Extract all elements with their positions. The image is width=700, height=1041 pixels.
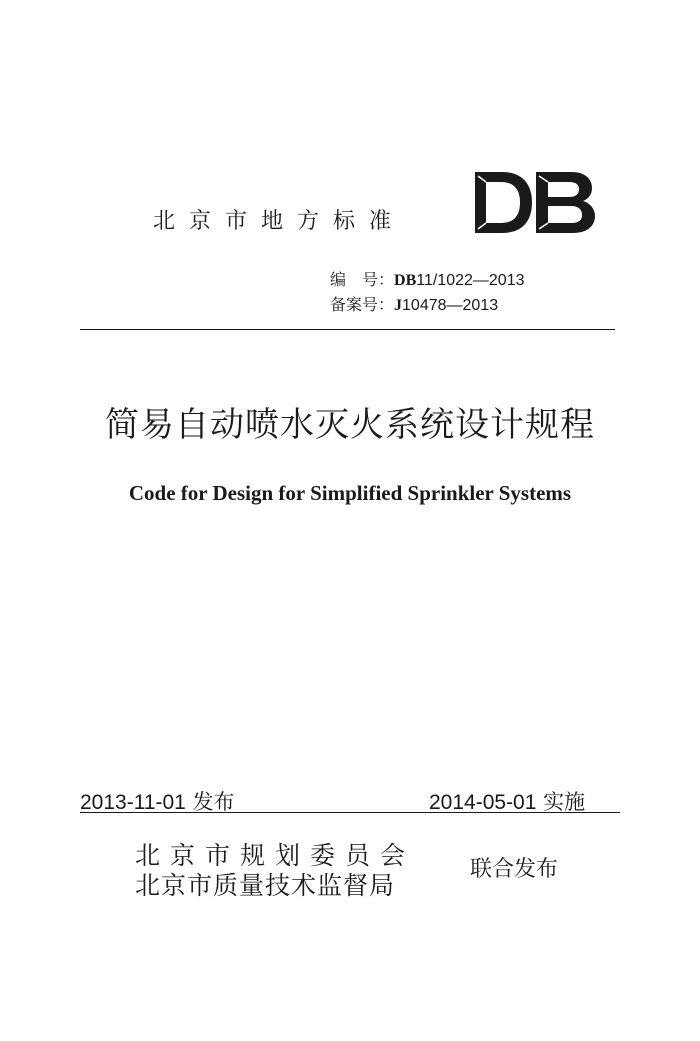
- effective-label: 实施: [543, 790, 586, 814]
- publisher-2: 北京市质量技术监督局: [135, 871, 396, 900]
- document-title-english: Code for Design for Simplified Sprinkler Systems: [128, 481, 572, 505]
- standard-code-label: 编 号：: [330, 270, 395, 289]
- record-number-prefix: J: [394, 297, 403, 314]
- standard-code-prefix: DB: [394, 272, 417, 289]
- document-title-chinese: 简易自动喷水灭火系统设计规程: [105, 405, 595, 445]
- top-divider: [80, 329, 615, 330]
- bottom-divider: [80, 812, 620, 813]
- standard-code-line: [330, 267, 525, 290]
- effective-date: 2014-05-01: [429, 791, 537, 814]
- db-logo: [472, 170, 597, 235]
- joint-issue-label: 联合发布: [470, 857, 559, 882]
- record-number-line: [330, 292, 498, 315]
- record-number-value: 10478—2013: [402, 297, 499, 314]
- issue-label: 发布: [192, 790, 235, 814]
- standard-code-value: 11/1022—2013: [416, 272, 525, 289]
- standard-type-heading: 北京市地方标准: [153, 209, 406, 234]
- publisher-1: 北京市规划委员会: [135, 841, 416, 870]
- record-number-label: 备案号：: [330, 295, 395, 314]
- issue-date: 2013-11-01: [80, 791, 186, 814]
